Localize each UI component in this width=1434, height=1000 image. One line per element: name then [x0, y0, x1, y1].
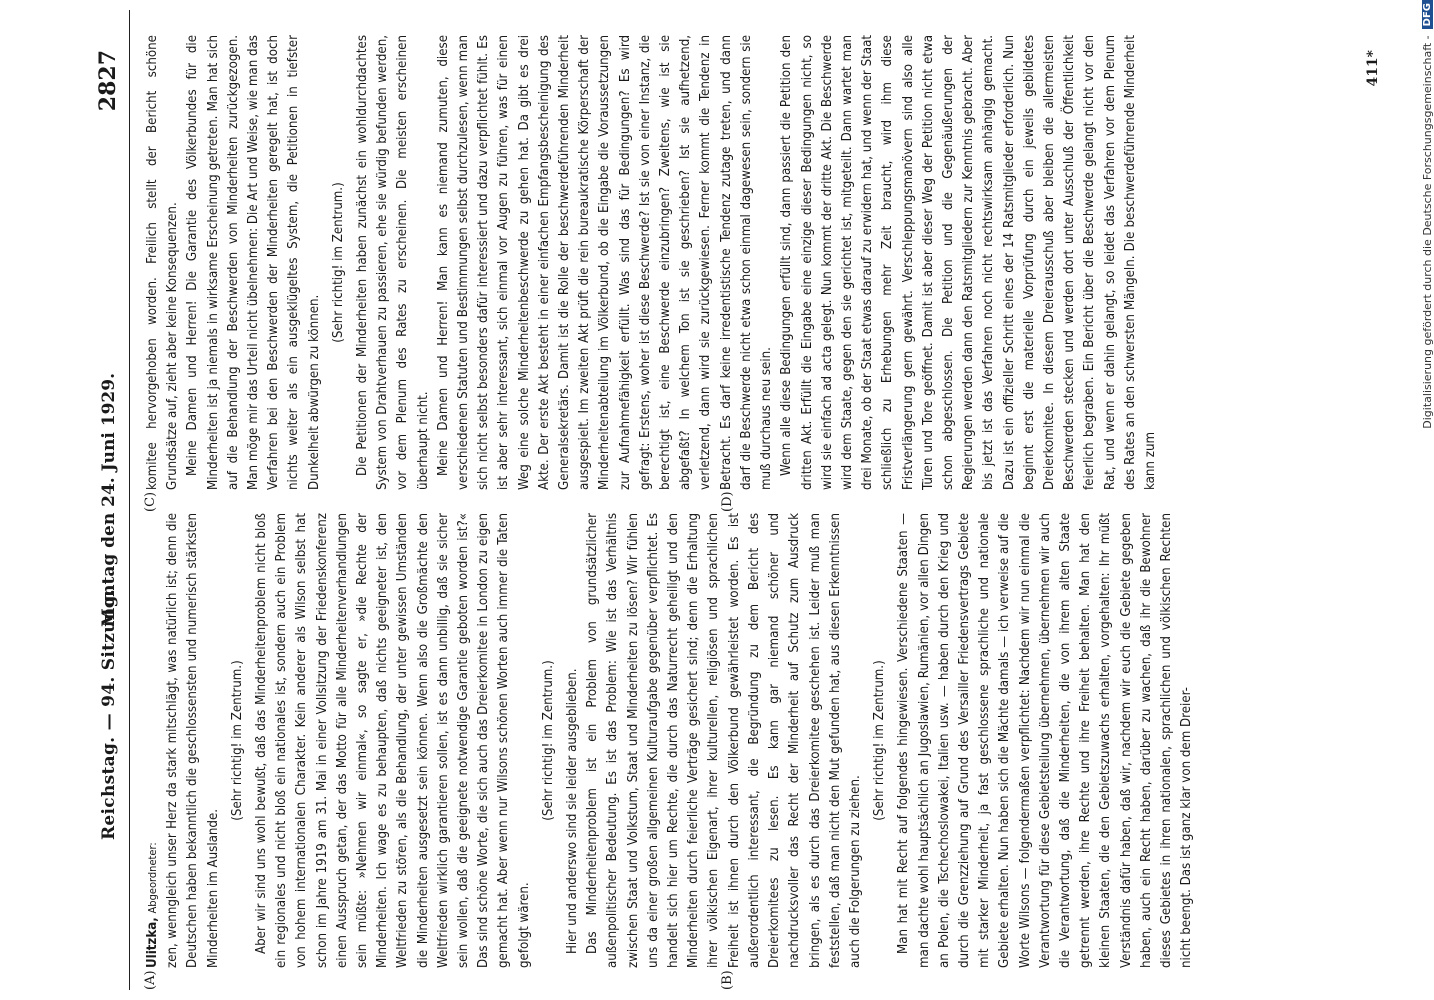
paragraph: komitee hervorgehoben worden. Freilich stellt der Bericht schöne Grundsätze auf, zieht aber keine Konsequenzen. [145, 35, 181, 490]
paragraph: Man hat mit Recht auf folgendes hingewiesen. Verschiedene Staaten — man dachte wohl hauptsächlich an Jugoslawien, Rumänien, vor allen Dingen an Polen, die Tschechoslowakei, Italien usw. — haben durch den Krieg und durch die Grenzziehung auf Grund des Versailler Friedensvertrags Gebiete mit starker Minderheit, ja fast geschlossene sprachliche und nationale Gebiete erhalten. Nun haben sich die Mächte damals — ich verweise auf die Worte Wilsons — folgendermaßen verpflichtet: Nachdem wir nun einmal die Verantwortung für diese Gebietsteilung übernehmen, übernehmen wir auch die Verantwortung, daß die Minderheiten, die von ihrem alten Staate getrennt werden, ihre Rechte und ihre Freiheit behalten. Man hat den kleinen Staaten, die den Gebietszuwachs erhalten, vorgehalten: Ihr müßt Verständnis dafür haben, daß wir, nachdem wir euch die Gebiete gegeben haben, auch ein Recht haben, darüber zu wachen, daß ihr die Bewohner dieses Gebietes in ihren nationalen, sprachlichen und völkischen Rechten nicht beengt. Das ist ganz klar von dem Dreier- [896, 513, 1195, 968]
speaker-role: Abgeordneter: [146, 842, 159, 914]
paragraph: Die Petitionen der Minderheiten haben zunächst ein wohldurchdachtes System von Drahtverhauen zu passieren, ehe sie würdig befunden werden, vor dem Plenum des Rates zu erscheinen. Die meisten erscheinen überhaupt nicht. [355, 35, 431, 490]
paragraph: Meine Damen und Herren! Man kann es niemand zumuten, diese verschiedenen Statuten und Bestimmungen selbst durchzulesen, wenn man sich nicht selbst besonders dafür interessiert und dazu verpflichtet fühlt. Es ist aber sehr interessant, sich einmal vor Augen zu führen, was für einen Weg eine solche Minderheitenbeschwerde zu gehen hat. Da gibt es drei Akte. Der erste Akt besteht in einer einfachen Empfangsbescheinigung des Generalsekretärs. Damit ist die Rolle der beschwerdeführenden Minderheit ausgespielt. Im zweiten Akt prüft die rein bureaukratische Körperschaft der Minderheitenabteilung im Völkerbund, ob die Eingabe die Voraussetzungen zur Aufnahmefähigkeit erfüllt. Was sind das für Bedingungen? Es wird gefragt: Erstens, woher ist diese Beschwerde? Ist sie von einer Instanz, die berechtigt ist, eine Beschwerde einzubringen? Zweitens, wie ist sie abgefaßt? In welchem Ton ist sie geschrieben? Ist sie aufhetzend, verletzend, dann wird sie zurückgewiesen. Ferner kommt die Tendenz in Betracht. Es darf keine irredentistische Tendenz zutage treten, und dann darf die Beschwerde nicht etwa schon einmal dagewesen sein, sondern sie muß durchaus neu sein. [435, 35, 775, 490]
speaker-line [143, 513, 163, 968]
paragraph: Meine Damen und Herren! Die Garantie des Völkerbundes für die Minderheiten ist ja niemals in wirksame Erscheinung getreten. Man hat sich auf die Behandlung der Beschwerden von Minderheiten zurückgezogen. Man möge mir das Urteil nicht übelnehmen: Die Art und Weise, wie man das Verfahren bei den Beschwerden der Minderheiten geregelt hat, ist doch nichts weiter als ein ausgeklügeltes System, die Petitionen in tiefster Dunkelheit abwürgen zu können. [185, 35, 322, 490]
page-number: 2827 [95, 50, 121, 112]
margin-mark-c: (C) [143, 491, 158, 512]
rotated-page [95, 10, 1395, 990]
header-session: Reichstag. — 94. Sitzung. [99, 589, 119, 840]
paragraph: zen, wenngleich unser Herz da stark mitschlägt, was natürlich ist; denn die Deutschen haben bekanntlich die geschlossensten und numerisch stärksten Minderheiten im Auslande. [165, 513, 221, 968]
right-column [143, 35, 1363, 490]
margin-mark-a: (A) [143, 970, 158, 990]
left-column [143, 513, 1363, 968]
interjection: (Sehr richtig! im Zentrum.) [330, 182, 346, 343]
interjection: (Sehr richtig! im Zentrum.) [540, 660, 556, 821]
interjection: (Sehr richtig! im Zentrum.) [872, 660, 888, 821]
paragraph: Aber wir sind uns wohl bewußt, daß das Minderheitenproblem nicht bloß ein regionales und nicht bloß ein nationales ist, sondern auch ein Problem von hohem internationalen Charakter. Kein anderer als Wilson selbst hat schon im Jahre 1919 am 31. Mai in einer Vollsitzung der Friedenskonferenz einen Ausspruch getan, der das Motto für alle Minderheitenverhandlungen sein müßte: »Nehmen wir einmal«, so sagte er, »die Rechte der Minderheiten. Ich wage es zu behaupten, daß nichts geeigneter ist, den Weltfrieden zu stören, als die Behandlung, der unter gewissen Umständen die Minderheiten ausgesetzt sein können. Wenn also die Großmächte den Weltfrieden wirklich garantieren sollen, ist es dann unbillig, daß sie sicher sein wollen, daß die geeignete notwendige Garantie geboten worden ist?« Das sind schöne Worte, die sich auch das Dreierkomitee in London zu eigen gemacht hat. Aber wenn nur Wilsons schönen Worten auch immer die Taten gefolgt wären. [254, 513, 532, 968]
paragraph: Das Minderheitenproblem ist ein Problem von grundsätzlicher außenpolitischer Bedeutung. Es ist das Problem: Wie ist das Verhältnis zwischen Staat und Volkstum, Staat und Minderheiten zu lösen? Wir fühlen uns da einer großen allgemeinen Kulturaufgabe gegenüber verpflichtet. Es handelt sich hier um Rechte, die durch das Naturrecht geheiligt und den Minderheiten durch feierliche Verträge gesichert sind; denn die Erhaltung ihrer völkischen Eigenart, ihrer kulturellen, religiösen und sprachlichen Freiheit ist ihnen durch den Völkerbund gewährleistet worden. Es ist außerordentlich interessant, die Begründung zu dem Bericht des Dreierkomitees zu lesen. Es kann gar niemand schöner und nachdrucksvoller das Recht der Minderheit auf Schutz zum Ausdruck bringen, als es durch das Dreierkomitee geschehen ist. Leider muß man feststellen, daß man nicht den Mut gefunden hat, aus diesen Erkenntnissen auch die Folgerungen zu ziehen. [585, 513, 863, 968]
margin-mark-b: (B) [720, 970, 735, 990]
page-header [95, 10, 130, 990]
interjection: (Sehr richtig! im Zentrum.) [229, 660, 245, 821]
paragraph: Hier und anderswo sind sie leider ausgeblieben. [565, 668, 581, 954]
speaker-name: Ulitzka, [145, 917, 160, 968]
paragraph: Wenn alle diese Bedingungen erfüllt sind, dann passiert die Petition den dritten Akt. Erfüllt die Eingabe eine einzige dieser Bedingungen nicht, so wird sie einfach ad acta gelegt. Nun kommt der dritte Akt. Die Beschwerde wird dem Staate, gegen den sie gerichtet ist, mitgeteilt. Dann wartet man drei Monate, ob der Staat etwas darauf zu erwidern hat, und wenn der Staat schließlich zu Erhebungen mehr Zeit braucht, wird ihm diese Fristverlängerung gern gewährt. Verschleppungsmanövern sind also alle Türen und Tore geöffnet. Damit ist aber dieser Weg der Petition nicht etwa schon abgeschlossen. Die Petition und die Gegenäußerungen der Regierungen werden dann den Ratsmitgliedern zur Kenntnis gebracht. Aber bis jetzt ist das Verfahren noch nicht rechtswirksam anhängig gemacht. Dazu ist ein offizieller Schritt eines der 14 Ratsmitglieder erforderlich. Nun beginnt erst die materielle Vorprüfung durch ein jeweils gebildetes Dreierkomitee. In diesem Dreierausschuß aber bleiben die allermeisten Beschwerden stecken und werden dort unter Ausschluß der Öffentlichkeit feierlich begraben. Ein Bericht über die Beschwerde gelangt nicht vor den Rat, und wenn er dahin gelangt, so leidet das Verfahren vor dem Plenum des Rates an den schwersten Mängeln. Die beschwerdeführende Minderheit kann zum [779, 35, 1158, 490]
signature-mark: 411* [1365, 50, 1381, 87]
dfg-side-note [1418, 0, 1434, 990]
header-date: Montag den 24. Juni 1929. [99, 372, 119, 628]
dfg-note-text: Digitalisierung gefördert durch die Deutsche Forschungsgemeinschaft - [1420, 35, 1434, 429]
margin-mark-d: (D) [720, 491, 735, 512]
dfg-logo: DFG [1422, 0, 1433, 29]
